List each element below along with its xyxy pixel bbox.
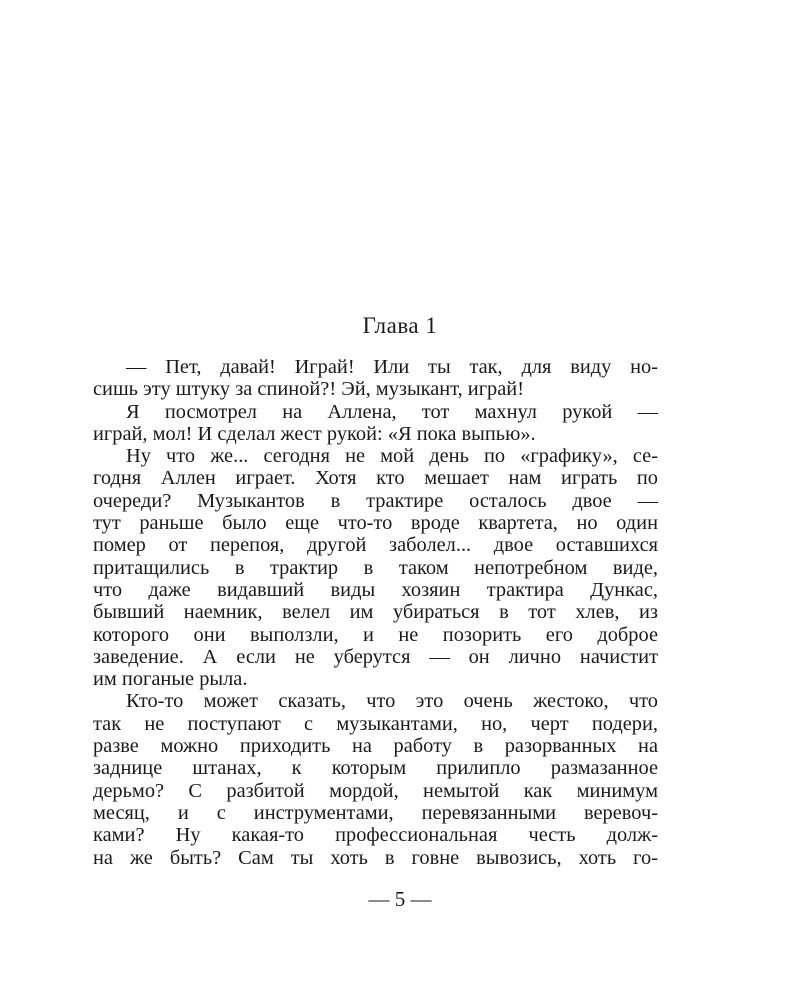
text-line: что даже видавший виды хозяин трактира Дункас, [93,578,658,601]
text-line: на же быть? Сам ты хоть в говне вывозись, хоть го- [93,846,658,869]
text-line: сишь эту штуку за спиной?! Эй, музыкант, играй! [93,378,525,401]
text-line: годня Аллен играет. Хотя кто мешает нам играть по [93,467,658,490]
page-number: — 5 — [368,887,432,911]
text-line: месяц, и с инструментами, перевязанными веревоч- [93,801,658,824]
text-line: заднице штанах, к которым прилипло размазанное [93,757,658,780]
text-line: разве можно приходить на работу в разорванных на [93,735,658,758]
chapter-title: Глава 1 [362,313,438,338]
text-line: Кто-то может сказать, что это очень жестоко, что [126,690,658,713]
text-line: притащились в трактир в таком непотребном виде, [93,556,658,579]
text-line: бывший наемник, велел им убираться в тот хлев, из [93,601,658,624]
text-line: тут раньше было еще что-то вроде квартета, но один [93,512,658,535]
text-line: ками? Ну какая-то профессиональная честь долж- [93,824,658,847]
text-line: помер от перепоя, другой заболел... двое оставшихся [93,534,658,557]
text-line: играй, мол! И сделал жест рукой: «Я пока выпью». [93,422,536,445]
text-line: заведение. А если не уберутся — он лично начистит [93,645,658,668]
text-line: Ну что же... сегодня не мой день по «графику», се- [126,445,658,468]
text-line: им поганые рыла. [93,668,248,691]
text-line: Я посмотрел на Аллена, тот махнул рукой — [126,400,658,423]
body-text [93,356,658,869]
text-line: дерьмо? С разбитой мордой, немытой как минимум [93,779,658,802]
text-line: очереди? Музыкантов в трактире осталось двое — [93,489,658,512]
text-line: — Пет, давай! Играй! Или ты так, для виду но- [126,356,658,378]
text-line: так не поступают с музыкантами, но, черт подери, [93,712,658,735]
text-line: которого они выползли, и не позорить его доброе [93,623,658,646]
